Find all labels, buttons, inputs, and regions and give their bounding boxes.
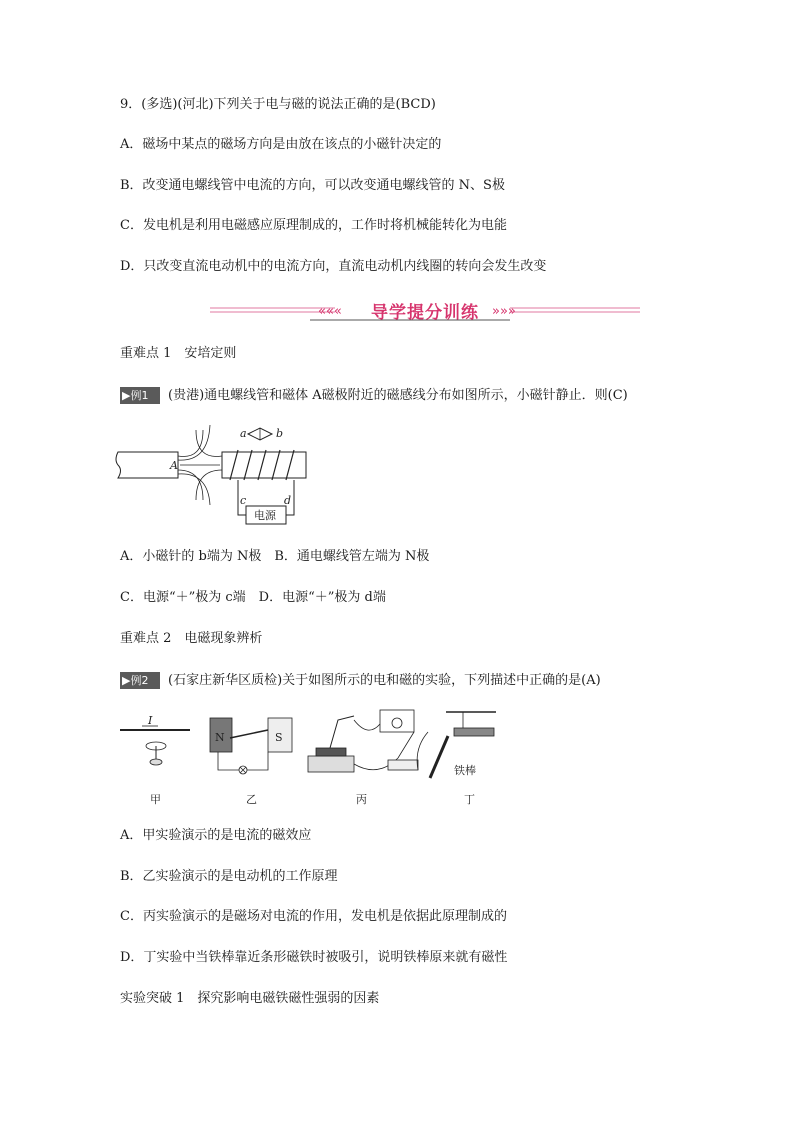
caption-jia: 甲: [150, 793, 161, 806]
q9-option-c: C．发电机是利用电磁感应原理制成的，工作时将机械能转化为电能: [120, 218, 507, 233]
label-S: S: [275, 731, 283, 744]
label-power: 电源: [254, 509, 276, 522]
section3-heading: 实验突破 1 探究影响电磁铁磁性强弱的因素: [120, 991, 380, 1006]
q9-option-a: A．磁场中某点的磁场方向是由放在该点的小磁针决定的: [120, 137, 442, 152]
experiments-figure: [118, 708, 518, 808]
example1-tag: ▶例1: [120, 387, 160, 404]
experiment-ding: [417, 712, 496, 778]
label-current-I: I: [148, 714, 153, 727]
banner-title: 导学提分训练: [371, 303, 479, 323]
q9-stem: 9．(多选)(河北)下列关于电与磁的说法正确的是(BCD): [120, 97, 436, 112]
experiment-jia: [120, 714, 190, 765]
example2-stem: (石家庄新华区质检)关于如图所示的电和磁的实验，下列描述中正确的是(A): [168, 673, 601, 688]
svg-text:»»»: »»»: [492, 304, 516, 319]
example2-option-a: A．甲实验演示的是电流的磁效应: [120, 828, 312, 843]
svg-text:«««: «««: [318, 304, 342, 319]
example1-options-ab: A．小磁针的 b端为 N极 B．通电螺线管左端为 N极: [120, 549, 430, 564]
label-d: d: [284, 494, 292, 507]
label-N: N: [215, 731, 225, 744]
caption-yi: 乙: [246, 793, 257, 806]
section-banner: [210, 296, 640, 324]
example2-line: [120, 672, 601, 690]
magnet-a-body: [116, 452, 178, 478]
label-A: A: [170, 459, 178, 472]
solenoid-coils: [230, 450, 294, 480]
label-a: a: [240, 427, 247, 440]
q9-option-b: B．改变通电螺线管中电流的方向，可以改变通电螺线管的 N、S极: [120, 178, 505, 193]
example2-option-d: D．丁实验中当铁棒靠近条形磁铁时被吸引，说明铁棒原来就有磁性: [120, 950, 508, 965]
q9-option-d: D．只改变直流电动机中的电流方向，直流电动机内线圈的转向会发生改变: [120, 259, 547, 274]
example1-line: [120, 387, 628, 405]
example2-option-b: B．乙实验演示的是电动机的工作原理: [120, 869, 338, 884]
caption-bing: 丙: [356, 793, 367, 806]
section1-heading: 重难点 1 安培定则: [120, 346, 237, 361]
experiment-yi: [210, 718, 292, 774]
experiment-bing: [308, 710, 418, 772]
caption-ding: 丁: [464, 793, 475, 806]
example2-tag: ▶例2: [120, 672, 160, 689]
example1-options-cd: C．电源“＋”极为 c端 D．电源“＋”极为 d端: [120, 590, 386, 605]
example1-stem: (贵港)通电螺线管和磁体 A磁极附近的磁感线分布如图所示，小磁针静止．则(C): [168, 388, 628, 403]
label-iron-rod: 铁棒: [454, 764, 476, 777]
section2-heading: 重难点 2 电磁现象辨析: [120, 631, 263, 646]
solenoid-figure: [118, 420, 318, 530]
label-b: b: [276, 427, 284, 440]
example2-option-c: C．丙实验演示的是磁场对电流的作用，发电机是依据此原理制成的: [120, 909, 507, 924]
label-c: c: [240, 494, 247, 507]
